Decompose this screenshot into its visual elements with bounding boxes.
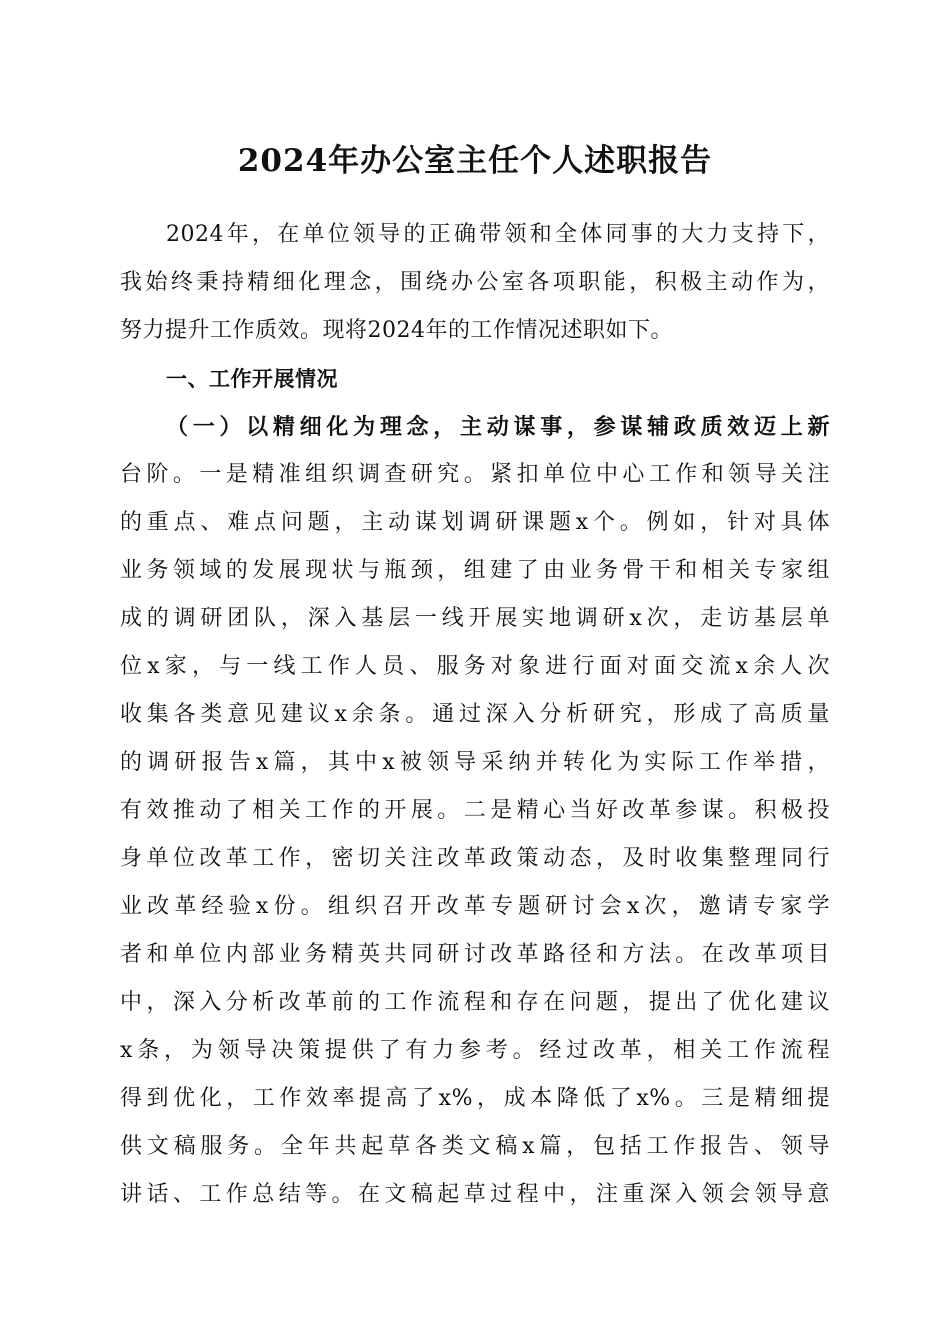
intro-line: 2024年，在单位领导的正确带领和全体同事的大力支持下， xyxy=(166,222,830,247)
body-line: 成的调研团队，深入基层一线开展实地调研x次，走访基层单 xyxy=(120,606,830,631)
intro-line: 我始终秉持精细化理念，围绕办公室各项职能，积极主动作为， xyxy=(120,270,830,295)
body-line: 中，深入分析改革前的工作流程和存在问题，提出了优化建议 xyxy=(120,990,830,1015)
body-line: 供文稿服务。全年共起草各类文稿x篇，包括工作报告、领导 xyxy=(120,1134,830,1159)
document-title: 2024年办公室主任个人述职报告 xyxy=(237,143,713,179)
body-line: 得到优化，工作效率提高了x%，成本降低了x%。三是精细提 xyxy=(120,1086,830,1111)
body-line: 业务领域的发展现状与瓶颈，组建了由业务骨干和相关专家组 xyxy=(120,558,830,583)
body-line: 的调研报告x篇，其中x被领导采纳并转化为实际工作举措， xyxy=(120,750,830,775)
body-line: 的重点、难点问题，主动谋划调研课题x个。例如，针对具体 xyxy=(120,510,830,535)
body-line: 位x家，与一线工作人员、服务对象进行面对面交流x余人次 xyxy=(120,654,830,679)
body-line: 有效推动了相关工作的开展。二是精心当好改革参谋。积极投 xyxy=(120,798,830,823)
sub-heading: （一）以精细化为理念，主动谋事，参谋辅政质效迈上新 xyxy=(166,414,830,440)
body-line: x条，为领导决策提供了有力参考。经过改革，相关工作流程 xyxy=(120,1038,830,1063)
body-line: 者和单位内部业务精英共同研讨改革路径和方法。在改革项目 xyxy=(120,942,830,967)
body-line: 收集各类意见建议x余条。通过深入分析研究，形成了高质量 xyxy=(120,702,830,727)
document-body xyxy=(120,211,830,1219)
section-heading: 一、工作开展情况 xyxy=(166,367,338,391)
body-line: 讲话、工作总结等。在文稿起草过程中，注重深入领会领导意 xyxy=(120,1182,830,1207)
body-line: 业改革经验x份。组织召开改革专题研讨会x次，邀请专家学 xyxy=(120,894,830,919)
body-line: 台阶。一是精准组织调查研究。紧扣单位中心工作和领导关注 xyxy=(120,462,830,487)
intro-line: 努力提升工作质效。现将2024年的工作情况述职如下。 xyxy=(120,318,673,343)
body-line: 身单位改革工作，密切关注改革政策动态，及时收集整理同行 xyxy=(120,846,830,871)
